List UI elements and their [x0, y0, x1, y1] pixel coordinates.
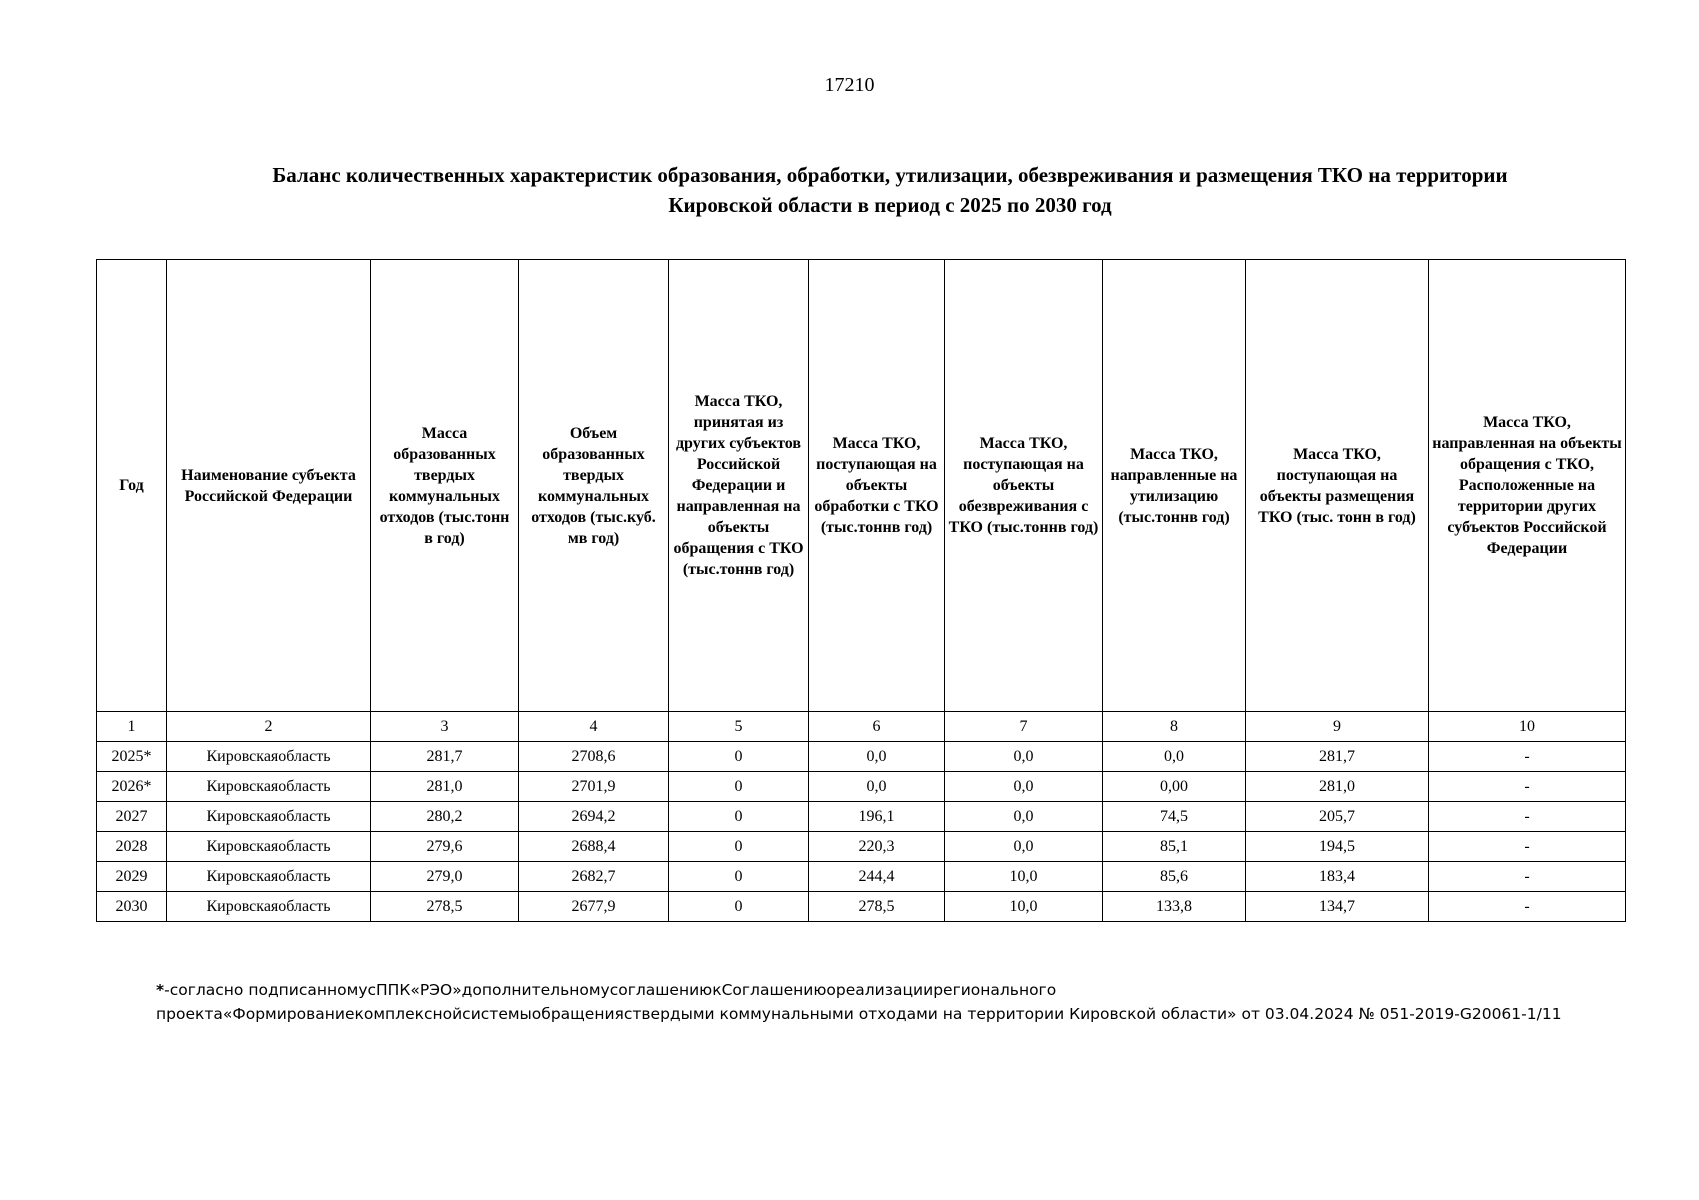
column-number: 3 [371, 712, 519, 742]
table-cell: 133,8 [1103, 892, 1246, 922]
table-cell: 281,7 [1246, 742, 1429, 772]
table-cell: 2026* [97, 772, 167, 802]
table-row [97, 862, 1626, 892]
table-cell: 2708,6 [519, 742, 669, 772]
table-cell: - [1429, 802, 1626, 832]
table-cell: - [1429, 892, 1626, 922]
table-cell: 194,5 [1246, 832, 1429, 862]
header-mass-processing: Масса ТКО, поступающая на объекты обработки с ТКО (тыс.тоннв год) [809, 260, 945, 712]
table-cell: 0 [669, 862, 809, 892]
table-cell: 281,7 [371, 742, 519, 772]
table-cell: 2694,2 [519, 802, 669, 832]
table-cell: Кировскаяобласть [167, 742, 371, 772]
table-cell: 2029 [97, 862, 167, 892]
title-line-1: Баланс количественных характеристик образования, обработки, утилизации, обезвреживания и размещения ТКО на территории [272, 163, 1508, 187]
table-cell: 279,6 [371, 832, 519, 862]
header-mass-exported: Масса ТКО, направленная на объекты обращения с ТКО, Расположенные на территории других субъектов Российской Федерации [1429, 260, 1626, 712]
table-cell: 2025* [97, 742, 167, 772]
table-cell: 280,2 [371, 802, 519, 832]
header-row [97, 260, 1626, 712]
table-cell: Кировскаяобласть [167, 802, 371, 832]
table-cell: - [1429, 832, 1626, 862]
table-cell: 0,0 [1103, 742, 1246, 772]
table-cell: Кировскаяобласть [167, 832, 371, 862]
table-cell: 10,0 [945, 892, 1103, 922]
footnote-star: * [156, 981, 165, 999]
header-year: Год [97, 260, 167, 712]
table-cell: 196,1 [809, 802, 945, 832]
table-cell: 0,00 [1103, 772, 1246, 802]
column-number: 1 [97, 712, 167, 742]
table-cell: 278,5 [809, 892, 945, 922]
title-line-2: Кировской области в период с 2025 по 2030 год [668, 193, 1112, 217]
table-cell: 205,7 [1246, 802, 1429, 832]
table-cell: 0 [669, 832, 809, 862]
table-cell: 0,0 [945, 802, 1103, 832]
column-number-row [97, 712, 1626, 742]
column-number: 8 [1103, 712, 1246, 742]
table-cell: - [1429, 862, 1626, 892]
table-row [97, 802, 1626, 832]
header-mass-utilization: Масса ТКО, направленные на утилизацию (тыс.тоннв год) [1103, 260, 1246, 712]
balance-table [96, 259, 1626, 922]
column-number: 10 [1429, 712, 1626, 742]
table-cell: 0 [669, 742, 809, 772]
column-number: 9 [1246, 712, 1429, 742]
table-cell: 278,5 [371, 892, 519, 922]
table-cell: 74,5 [1103, 802, 1246, 832]
document-title [150, 160, 1630, 220]
table-row [97, 892, 1626, 922]
header-mass-placement: Масса ТКО, поступающая на объекты размещения ТКО (тыс. тонн в год) [1246, 260, 1429, 712]
table-cell: 0,0 [809, 772, 945, 802]
table-cell: 10,0 [945, 862, 1103, 892]
column-number: 7 [945, 712, 1103, 742]
footnote-text: -согласно подписанномусППК«РЭО»дополнительномусоглашениюкСоглашениюореализациирегионального проекта«Формированиекомплекснойсистемыобращенияствердыми коммунальными отходами на территории Кировской области» от 03.04.2024 № 051-2019-G20061-1/11 [156, 981, 1562, 1023]
table-cell: 279,0 [371, 862, 519, 892]
table-cell: 85,6 [1103, 862, 1246, 892]
table-cell: 2030 [97, 892, 167, 922]
table-cell: 2677,9 [519, 892, 669, 922]
column-number: 6 [809, 712, 945, 742]
table-cell: 0 [669, 892, 809, 922]
table-cell: 0 [669, 802, 809, 832]
table-cell: 281,0 [1246, 772, 1429, 802]
table-cell: - [1429, 742, 1626, 772]
table-header [97, 260, 1626, 742]
column-number: 5 [669, 712, 809, 742]
table-cell: 2682,7 [519, 862, 669, 892]
table-cell: 183,4 [1246, 862, 1429, 892]
header-mass-imported: Масса ТКО, принятая из других субъектов Российской Федерации и направленная на объекты обращения с ТКО (тыс.тоннв год) [669, 260, 809, 712]
table-cell: 2688,4 [519, 832, 669, 862]
table-cell: 244,4 [809, 862, 945, 892]
column-number: 2 [167, 712, 371, 742]
table-cell: Кировскаяобласть [167, 772, 371, 802]
table-row [97, 742, 1626, 772]
table-cell: 2701,9 [519, 772, 669, 802]
table-cell: 0,0 [945, 742, 1103, 772]
header-volume-generated: Объем образованных твердых коммунальных отходов (тыс.куб. мв год) [519, 260, 669, 712]
table-body [97, 742, 1626, 922]
table-cell: 85,1 [1103, 832, 1246, 862]
table-cell: 2027 [97, 802, 167, 832]
table-row [97, 772, 1626, 802]
table-cell: 281,0 [371, 772, 519, 802]
table-cell: Кировскаяобласть [167, 892, 371, 922]
table-cell: 0,0 [945, 832, 1103, 862]
table-cell: 0,0 [945, 772, 1103, 802]
header-subject: Наименование субъекта Российской Федерации [167, 260, 371, 712]
column-number: 4 [519, 712, 669, 742]
table-cell: 220,3 [809, 832, 945, 862]
table-cell: 0 [669, 772, 809, 802]
table-cell: 0,0 [809, 742, 945, 772]
page-number: 17210 [824, 74, 875, 96]
table-cell: Кировскаяобласть [167, 862, 371, 892]
table-row [97, 832, 1626, 862]
table-cell: 134,7 [1246, 892, 1429, 922]
table-cell: 2028 [97, 832, 167, 862]
footnote [156, 978, 1596, 1026]
header-mass-generated: Масса образованных твердых коммунальных отходов (тыс.тонн в год) [371, 260, 519, 712]
table-cell: - [1429, 772, 1626, 802]
header-mass-neutralization: Масса ТКО, поступающая на объекты обезвреживания с ТКО (тыс.тоннв год) [945, 260, 1103, 712]
